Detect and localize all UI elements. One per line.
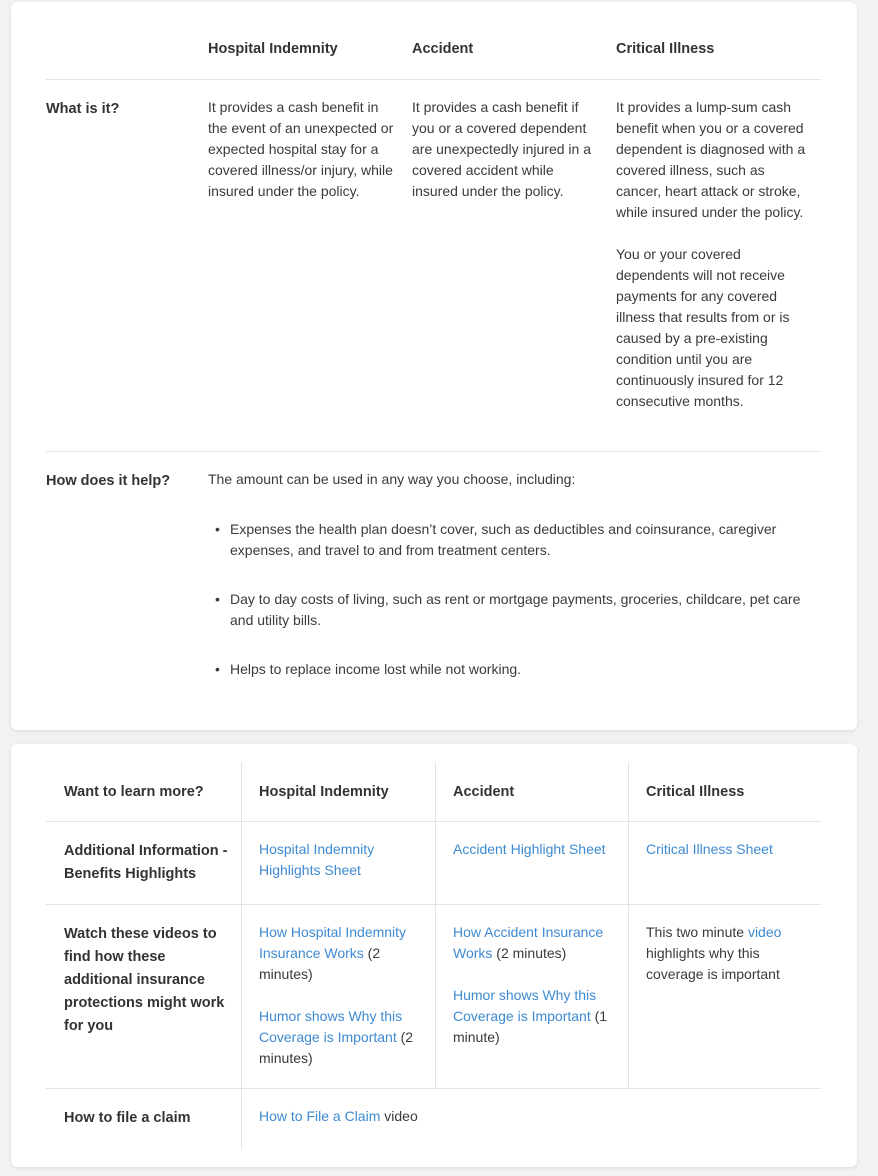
column-divider [435, 762, 436, 1089]
row-label-how-does-it-help: How does it help? [46, 473, 171, 489]
accident-video-2 [453, 985, 613, 1048]
list-item-text: Day to day costs of living, such as rent or mortgage payments, groceries, childcare, pet care and utility bills. [230, 591, 801, 628]
column-divider [628, 762, 629, 1089]
row-label-watch-videos: Watch these videos to find how these additional insurance protections might work for you [64, 926, 225, 1034]
video-duration: (2 minutes) [492, 945, 567, 961]
learn-more-card [11, 744, 857, 1167]
hospital-indemnity-highlights-link[interactable]: Hospital Indemnity Highlights Sheet [259, 841, 375, 878]
row-label-additional-information: Additional Information - Benefits Highlights [64, 843, 228, 882]
critical-illness-video-link[interactable]: video [747, 924, 782, 940]
video-duration: (2 minutes) [259, 945, 381, 982]
row-divider [46, 904, 821, 905]
list-item-text: Helps to replace income lost while not working. [230, 661, 522, 677]
critical-video-suffix: highlights why this coverage is important [646, 945, 780, 982]
header-divider [46, 79, 821, 80]
what-is-it-hospital: It provides a cash benefit in the event of an unexpected or expected hospital stay for a covered illness/or injury, while insured under the policy. [208, 99, 394, 199]
video-duration: (2 minutes) [259, 1029, 414, 1066]
header-accident: Accident [412, 41, 474, 57]
hospital-video-2 [259, 1006, 424, 1069]
accident-highlights-cell [453, 839, 613, 860]
bullet-icon: • [215, 521, 220, 537]
header-hospital-indemnity: Hospital Indemnity [208, 41, 338, 57]
critical-highlights-cell [646, 839, 816, 860]
what-is-it-critical [616, 97, 806, 412]
how-does-it-help-intro: The amount can be used in any way you choose, including: [208, 471, 576, 487]
row-divider [46, 451, 821, 452]
hospital-highlights-cell [259, 839, 424, 881]
video-duration: (1 minute) [453, 1008, 608, 1045]
row-divider [46, 821, 821, 822]
header-hospital-indemnity: Hospital Indemnity [259, 784, 389, 800]
critical-videos-cell [646, 922, 806, 985]
header-accident: Accident [453, 784, 515, 800]
comparison-card [11, 2, 857, 730]
bullet-icon: • [215, 661, 220, 677]
critical-illness-sheet-link[interactable]: Critical Illness Sheet [646, 841, 773, 857]
benefits-list [208, 519, 808, 708]
list-item [208, 519, 808, 561]
what-is-it-accident: It provides a cash benefit if you or a covered dependent are unexpectedly injured in a covered accident while insured under the policy. [412, 99, 592, 199]
humor-coverage-important-link[interactable]: Humor shows Why this Coverage is Important [259, 1008, 403, 1045]
header-critical-illness: Critical Illness [646, 784, 745, 800]
file-claim-suffix: video [380, 1108, 418, 1124]
how-accident-insurance-works-link[interactable]: How Accident Insurance Works [453, 924, 604, 961]
what-is-it-critical-paragraph-2: You or your covered dependents will not receive payments for any covered illness that results from or is caused by a pre-existing condition until you are continuously insured for 12 consecutive months. [616, 246, 790, 409]
what-is-it-critical-paragraph-1: It provides a lump-sum cash benefit when you or a covered dependent is diagnosed with a covered illness, such as cancer, heart attack or stroke, while insured under the policy. [616, 99, 806, 220]
accident-videos-cell [453, 922, 613, 1048]
critical-video-prefix: This two minute [646, 924, 748, 940]
accident-video-1 [453, 922, 613, 964]
list-item [208, 659, 808, 680]
row-label-what-is-it: What is it? [46, 101, 120, 117]
list-item-text: Expenses the health plan doesn’t cover, such as deductibles and coinsurance, caregiver expenses, and travel to and from treatment centers. [230, 521, 777, 558]
header-critical-illness: Critical Illness [616, 41, 715, 57]
accident-highlight-sheet-link[interactable]: Accident Highlight Sheet [453, 841, 606, 857]
bullet-icon: • [215, 591, 220, 607]
humor-coverage-important-link[interactable]: Humor shows Why this Coverage is Important [453, 987, 597, 1024]
how-to-file-claim-link[interactable]: How to File a Claim [259, 1108, 381, 1124]
file-claim-cell [259, 1106, 659, 1127]
row-label-file-claim: How to file a claim [64, 1110, 191, 1126]
hospital-videos-cell [259, 922, 424, 1069]
how-hospital-indemnity-works-link[interactable]: How Hospital Indemnity Insurance Works [259, 924, 407, 961]
hospital-video-1 [259, 922, 424, 985]
list-item [208, 589, 808, 631]
learn-more-label: Want to learn more? [64, 784, 204, 800]
row-divider [46, 1088, 821, 1089]
